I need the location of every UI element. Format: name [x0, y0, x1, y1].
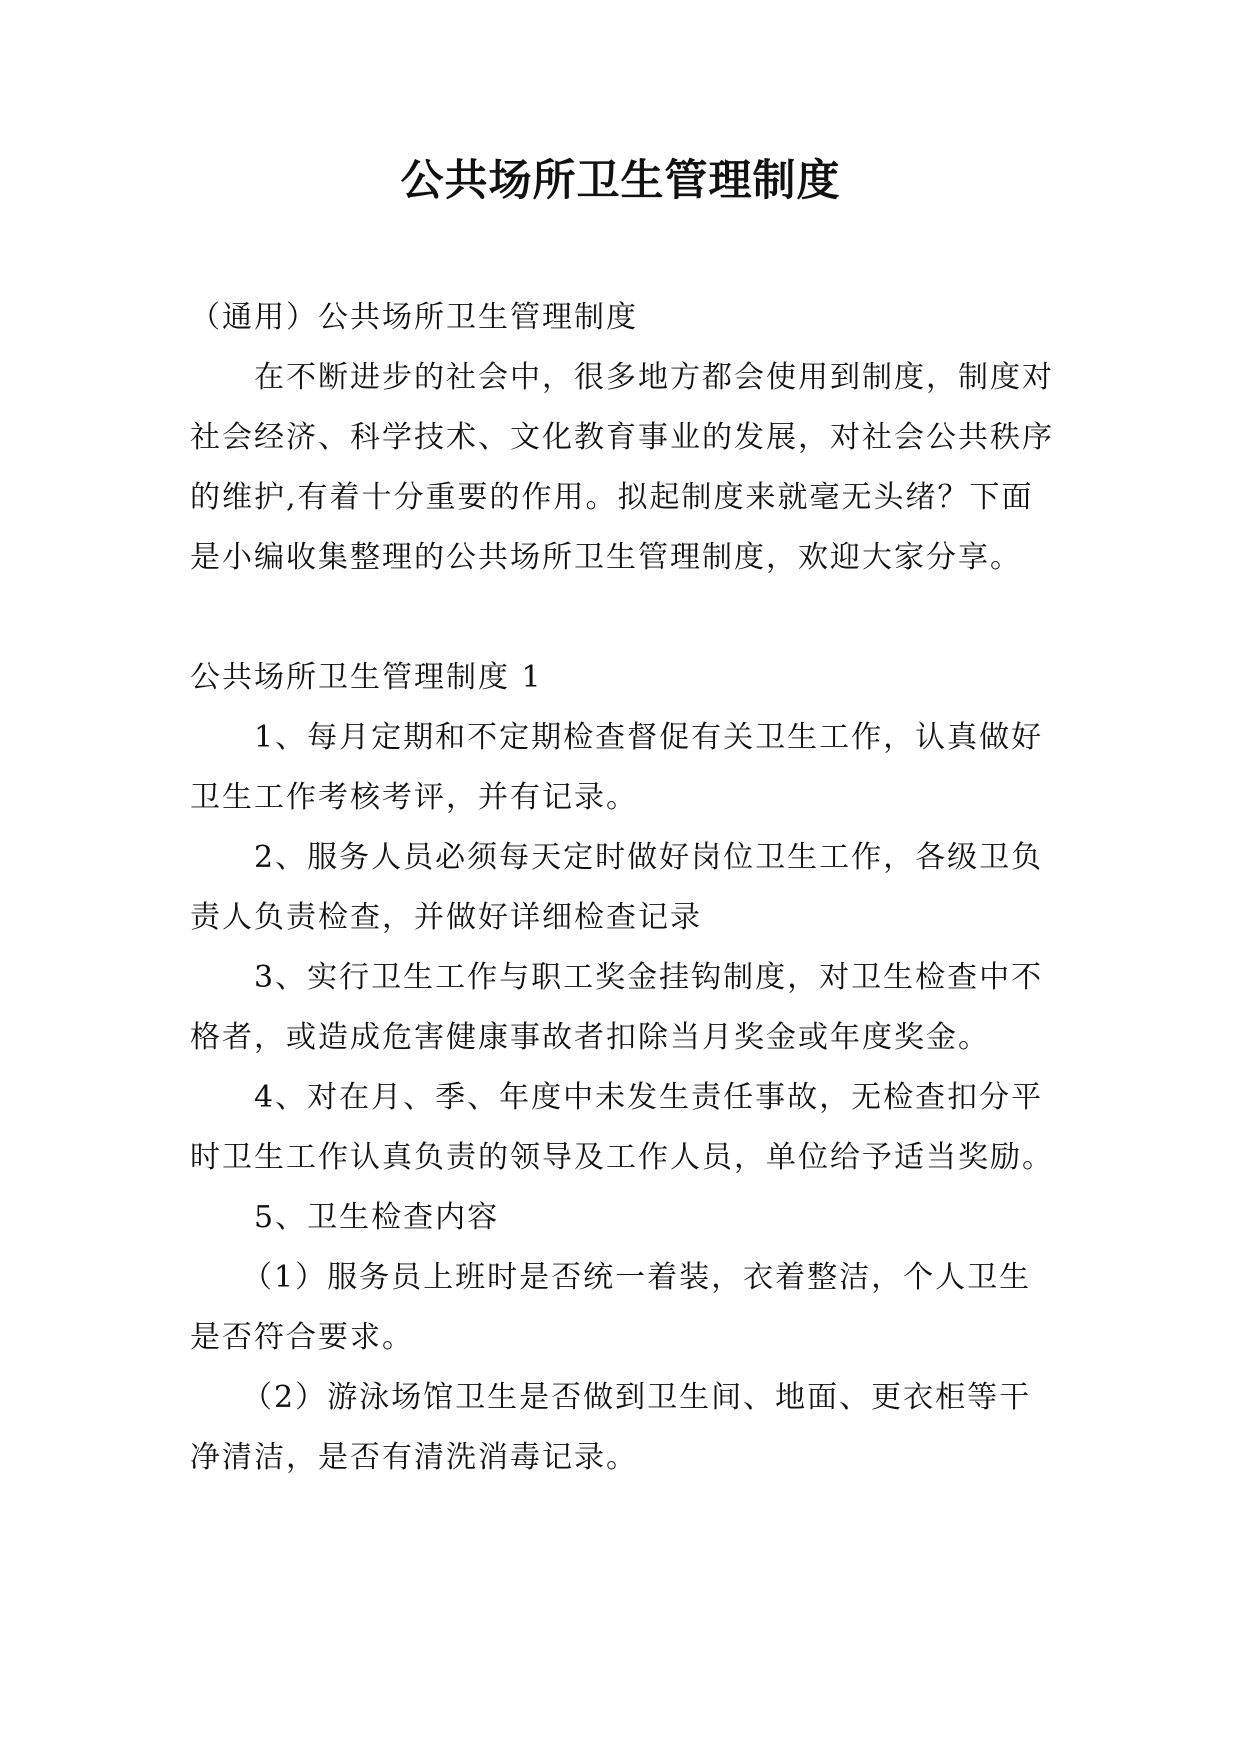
- rule-item-2: 2、服务人员必须每天定时做好岗位卫生工作，各级卫负责人负责检查，并做好详细检查记录: [190, 840, 1044, 935]
- rule-item-4: 4、对在月、季、年度中未发生责任事故，无检查扣分平时卫生工作认真负责的领导及工作人员，单位给予适当奖励。: [190, 1080, 1054, 1175]
- section-heading: 公共场所卫生管理制度 1: [190, 660, 543, 695]
- document-body: [190, 288, 1060, 1488]
- rule-item-3: 3、实行卫生工作与职工奖金挂钩制度，对卫生检查中不格者，或造成危害健康事故者扣除当月奖金或年度奖金。: [190, 960, 1044, 1055]
- paragraph-spacer: [190, 588, 1060, 648]
- inspection-subitem-1: （1）服务员上班时是否统一着装，衣着整洁，个人卫生是否符合要求。: [190, 1260, 1032, 1355]
- document-title: 公共场所卫生管理制度: [400, 156, 841, 206]
- rule-item-5: 5、卫生检查内容: [254, 1200, 500, 1235]
- rule-item-1: 1、每月定期和不定期检查督促有关卫生工作，认真做好卫生工作考核考评，并有记录。: [190, 720, 1044, 815]
- intro-paragraph: 在不断进步的社会中，很多地方都会使用到制度，制度对社会经济、科学技术、文化教育事业的发展，对社会公共秩序的维护,有着十分重要的作用。拟起制度来就毫无头绪？下面是小编收集整理的公共场所卫生管理制度，欢迎大家分享。: [190, 360, 1054, 575]
- document-subtitle: （通用）公共场所卫生管理制度: [190, 300, 638, 335]
- inspection-subitem-2: （2）游泳场馆卫生是否做到卫生间、地面、更衣柜等干净清洁，是否有清洗消毒记录。: [190, 1380, 1032, 1475]
